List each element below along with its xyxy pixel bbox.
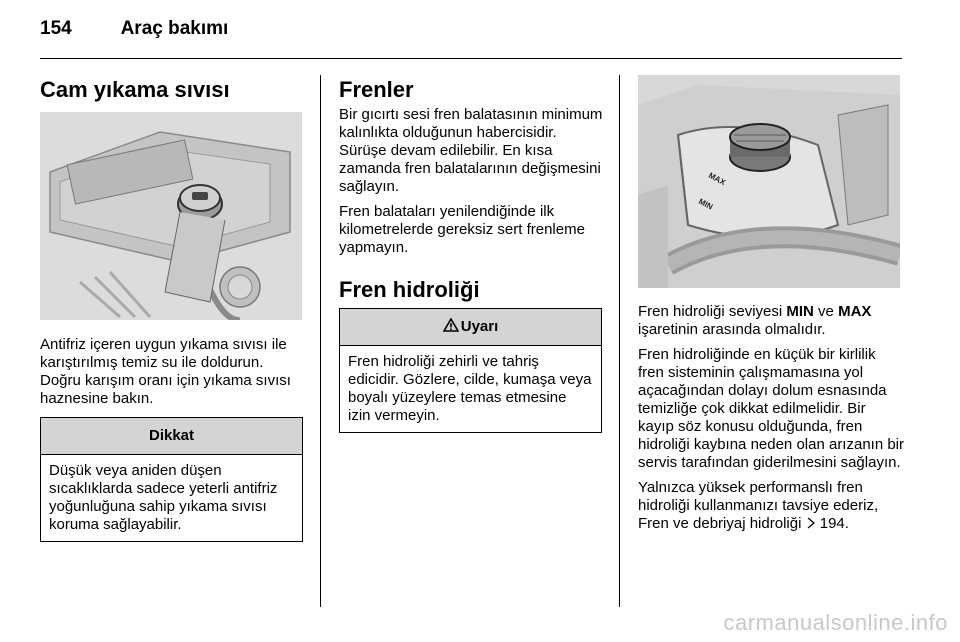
reservoir-min-label: MIN [697,196,715,212]
fluid-paragraph-3-text: Yalnızca yüksek performanslı fren hidroliği kullanmanızı tavsiye ederiz, Fren ve debriyaj hidroliği [638,479,879,532]
fluid-level-paragraph [638,303,904,339]
brake-fluid-warning-box [339,308,602,433]
reference-arrow-icon [806,515,816,532]
fluid-level-and: ve [813,303,839,320]
fluid-level-max: MAX [838,303,872,320]
fluid-level-pre: Fren hidroliği seviyesi [638,303,787,320]
reservoir-max-label: MAX [707,170,727,188]
watermark: carmanualsonline.info [723,610,948,635]
chapter-title: Araç bakımı [120,18,229,39]
brake-fluid-heading: Fren hidroliği [339,277,480,302]
washer-fluid-text: Antifriz içeren uygun yıkama sıvısı ile karıştırılmış temiz su ile doldurun. Doğru karışım oranı için yıkama sıvısı haznesine bakın. [40,336,291,407]
washer-fluid-body [40,336,304,415]
header-rule [40,58,902,59]
warning-header [340,309,601,346]
fluid-paragraph-2: Fren hidroliğinde en küçük bir kirlilik fren sisteminin çalışmamasına yol açacağından dolayı dolum esnasında temizliğe çok dikkat edilmelidir. Bir kayıp söz konusu olduğunda, fren hidroliği kaybına neden olan arızanın bir servis tarafından giderilmesini sağlayın. [638,346,905,471]
washer-notice-box [40,417,303,542]
fluid-level-post: işaretinin arasında olmalıdır. [638,321,826,338]
fluid-level-min: MIN [786,303,814,320]
notice-body: Düşük veya aniden düşen sıcaklıklarda sadece yeterli antifriz yoğunluğuna sahip yıkama sıvısı koruma sağlayabilir. [49,462,278,533]
brakes-paragraph-1: Bir gıcırtı sesi fren balatasının minimum kalınlıkta olduğunun habercisidir. Sürüşe devam edilebilir. En kısa zamanda fren balatalarının değişmesini sağlayın. [339,106,603,195]
washer-fluid-heading: Cam yıkama sıvısı [40,77,230,102]
brakes-paragraph-2: Fren balataları yenilendiğinde ilk kilometrelerde gereksiz sert frenleme yapmayın. [339,203,585,256]
fluid-page-reference[interactable]: 194. [819,515,849,532]
warning-body: Fren hidroliği zehirli ve tahriş edicidir. Gözlere, cilde, kumaşa veya boyalı yüzeylere temas etmesine izin vermeyin. [348,353,592,424]
washer-reservoir-illustration [40,112,302,320]
brakes-body [339,106,605,264]
brake-fluid-reservoir-illustration [638,75,900,288]
page-header [40,18,228,40]
warning-triangle-icon [443,309,459,345]
column-divider-2 [619,75,620,607]
column-divider-1 [320,75,321,607]
brakes-heading: Frenler [339,77,414,102]
page-number: 154 [40,18,72,39]
fluid-paragraph-3 [638,479,904,533]
notice-title: Dikkat [41,418,302,455]
brake-fluid-body [638,303,904,540]
warning-title: Uyarı [460,318,499,335]
